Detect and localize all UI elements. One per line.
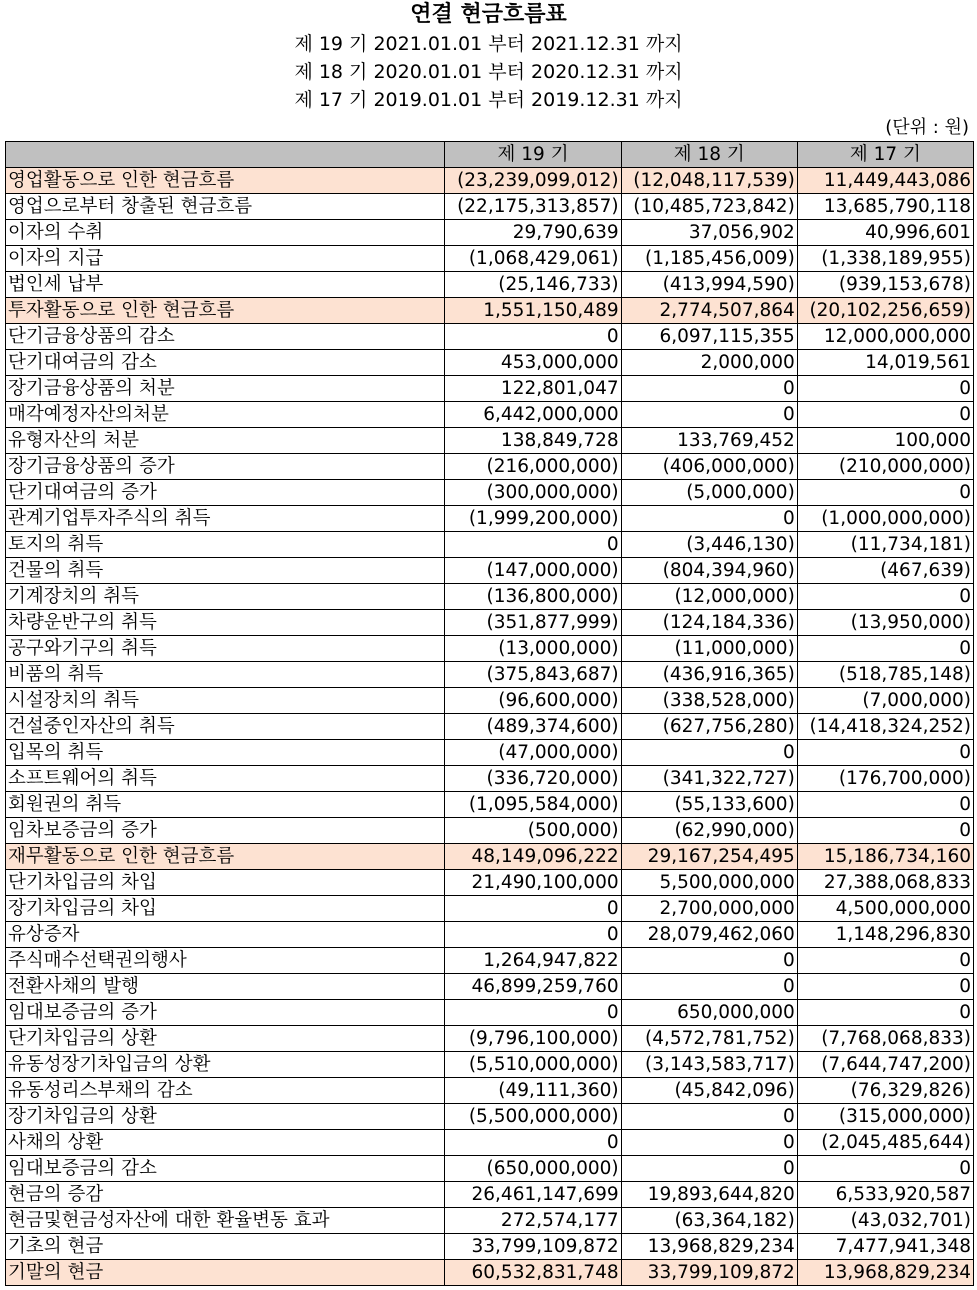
row-value: (76,329,826) — [797, 1078, 973, 1104]
row-value: (406,000,000) — [621, 454, 797, 480]
row-value: (518,785,148) — [797, 662, 973, 688]
table-row — [6, 558, 974, 584]
row-value: 27,388,068,833 — [797, 870, 973, 896]
row-value: 0 — [797, 948, 973, 974]
row-value: 13,968,829,234 — [621, 1234, 797, 1260]
row-value: (12,000,000) — [621, 584, 797, 610]
row-value: 6,533,920,587 — [797, 1182, 973, 1208]
table-row — [6, 272, 974, 298]
row-value: 0 — [797, 402, 973, 428]
row-value: 0 — [621, 376, 797, 402]
row-label: 사채의 상환 — [6, 1130, 445, 1156]
row-value: (9,796,100,000) — [445, 1026, 621, 1052]
row-value: 0 — [797, 740, 973, 766]
table-row — [6, 506, 974, 532]
row-value: 0 — [797, 974, 973, 1000]
row-label: 장기차입금의 상환 — [6, 1104, 445, 1130]
row-value: 33,799,109,872 — [621, 1260, 797, 1286]
row-value: 1,148,296,830 — [797, 922, 973, 948]
row-value: 29,167,254,495 — [621, 844, 797, 870]
table-row — [6, 896, 974, 922]
row-value: (5,510,000,000) — [445, 1052, 621, 1078]
row-value: (11,000,000) — [621, 636, 797, 662]
row-label: 토지의 취득 — [6, 532, 445, 558]
row-value: (351,877,999) — [445, 610, 621, 636]
row-value: (650,000,000) — [445, 1156, 621, 1182]
row-value: (20,102,256,659) — [797, 298, 973, 324]
table-row — [6, 662, 974, 688]
row-value: (176,700,000) — [797, 766, 973, 792]
table-row — [6, 688, 974, 714]
table-row — [6, 792, 974, 818]
row-value: 0 — [445, 1000, 621, 1026]
row-label: 유상증자 — [6, 922, 445, 948]
row-value: 0 — [445, 1130, 621, 1156]
row-label: 장기금융상품의 증가 — [6, 454, 445, 480]
cash-flow-table — [5, 141, 974, 1286]
row-value: 2,700,000,000 — [621, 896, 797, 922]
row-value: 0 — [445, 922, 621, 948]
period-line: 제 19 기 2021.01.01 부터 2021.12.31 까지 — [294, 33, 683, 55]
row-value: 133,769,452 — [621, 428, 797, 454]
row-label: 건설중인자산의 취득 — [6, 714, 445, 740]
statement-title: 연결 현금흐름표 — [410, 2, 567, 27]
row-value: 0 — [621, 1104, 797, 1130]
table-row — [6, 870, 974, 896]
row-value: 1,551,150,489 — [445, 298, 621, 324]
row-value: (55,133,600) — [621, 792, 797, 818]
row-label: 단기대여금의 증가 — [6, 480, 445, 506]
row-value: 15,186,734,160 — [797, 844, 973, 870]
row-label: 주식매수선택권의행사 — [6, 948, 445, 974]
row-value: 40,996,601 — [797, 220, 973, 246]
row-label: 관계기업투자주식의 취득 — [6, 506, 445, 532]
row-value: 28,079,462,060 — [621, 922, 797, 948]
table-row — [6, 610, 974, 636]
table-row — [6, 220, 974, 246]
row-value: 0 — [797, 818, 973, 844]
row-label: 임차보증금의 증가 — [6, 818, 445, 844]
row-label: 임대보증금의 증가 — [6, 1000, 445, 1026]
table-row — [6, 324, 974, 350]
row-label: 입목의 취득 — [6, 740, 445, 766]
row-value: 12,000,000,000 — [797, 324, 973, 350]
row-value: (136,800,000) — [445, 584, 621, 610]
row-value: (804,394,960) — [621, 558, 797, 584]
table-row — [6, 1052, 974, 1078]
row-value: 46,899,259,760 — [445, 974, 621, 1000]
row-label: 법인세 납부 — [6, 272, 445, 298]
row-label: 단기금융상품의 감소 — [6, 324, 445, 350]
row-label: 영업으로부터 창출된 현금흐름 — [6, 194, 445, 220]
table-header-row — [6, 142, 974, 168]
row-value: 19,893,644,820 — [621, 1182, 797, 1208]
table-row — [6, 766, 974, 792]
row-label: 장기금융상품의 처분 — [6, 376, 445, 402]
table-row — [6, 246, 974, 272]
table-row — [6, 584, 974, 610]
row-label: 현금의 증감 — [6, 1182, 445, 1208]
row-value: (315,000,000) — [797, 1104, 973, 1130]
row-value: 37,056,902 — [621, 220, 797, 246]
row-value: (13,950,000) — [797, 610, 973, 636]
row-value: (5,000,000) — [621, 480, 797, 506]
table-row — [6, 1130, 974, 1156]
section-row — [6, 844, 974, 870]
row-label: 기초의 현금 — [6, 1234, 445, 1260]
table-row — [6, 350, 974, 376]
row-value: 2,774,507,864 — [621, 298, 797, 324]
table-row — [6, 922, 974, 948]
row-label: 임대보증금의 감소 — [6, 1156, 445, 1182]
row-value: (216,000,000) — [445, 454, 621, 480]
row-value: (11,734,181) — [797, 532, 973, 558]
table-row — [6, 1208, 974, 1234]
row-value: 0 — [797, 636, 973, 662]
row-value: (7,000,000) — [797, 688, 973, 714]
row-label: 전환사채의 발행 — [6, 974, 445, 1000]
row-value: 21,490,100,000 — [445, 870, 621, 896]
row-value: (336,720,000) — [445, 766, 621, 792]
row-label: 시설장치의 취득 — [6, 688, 445, 714]
table-row — [6, 1156, 974, 1182]
row-value: 14,019,561 — [797, 350, 973, 376]
row-value: 0 — [621, 740, 797, 766]
row-value: (7,644,747,200) — [797, 1052, 973, 1078]
section-row — [6, 1260, 974, 1286]
row-value: (124,184,336) — [621, 610, 797, 636]
row-label: 유동성리스부채의 감소 — [6, 1078, 445, 1104]
row-value: 1,264,947,822 — [445, 948, 621, 974]
row-label: 공구와기구의 취득 — [6, 636, 445, 662]
row-value: (3,446,130) — [621, 532, 797, 558]
row-value: (413,994,590) — [621, 272, 797, 298]
row-value: 13,968,829,234 — [797, 1260, 973, 1286]
row-value: 48,149,096,222 — [445, 844, 621, 870]
row-value: 272,574,177 — [445, 1208, 621, 1234]
row-label: 유형자산의 처분 — [6, 428, 445, 454]
table-row — [6, 818, 974, 844]
row-label: 이자의 수취 — [6, 220, 445, 246]
row-value: 0 — [621, 506, 797, 532]
table-row — [6, 194, 974, 220]
table-row — [6, 428, 974, 454]
row-value: 0 — [621, 1130, 797, 1156]
table-body — [6, 168, 974, 1286]
row-label: 이자의 지급 — [6, 246, 445, 272]
row-value: (13,000,000) — [445, 636, 621, 662]
row-value: (7,768,068,833) — [797, 1026, 973, 1052]
row-value: 0 — [445, 532, 621, 558]
row-value: 0 — [621, 402, 797, 428]
table-row — [6, 740, 974, 766]
row-value: (47,000,000) — [445, 740, 621, 766]
row-value: (4,572,781,752) — [621, 1026, 797, 1052]
section-row — [6, 168, 974, 194]
row-value: 0 — [797, 480, 973, 506]
row-value: (467,639) — [797, 558, 973, 584]
row-value: (210,000,000) — [797, 454, 973, 480]
row-label: 매각예정자산의처분 — [6, 402, 445, 428]
table-row — [6, 1026, 974, 1052]
row-label: 투자활동으로 인한 현금흐름 — [6, 298, 445, 324]
row-value: 4,500,000,000 — [797, 896, 973, 922]
table-row — [6, 402, 974, 428]
row-value: (3,143,583,717) — [621, 1052, 797, 1078]
table-row — [6, 1104, 974, 1130]
row-value: (1,185,456,009) — [621, 246, 797, 272]
row-label: 건물의 취득 — [6, 558, 445, 584]
row-label: 단기차입금의 차입 — [6, 870, 445, 896]
row-value: 650,000,000 — [621, 1000, 797, 1026]
row-value: (147,000,000) — [445, 558, 621, 584]
row-value: (12,048,117,539) — [621, 168, 797, 194]
row-label: 소프트웨어의 취득 — [6, 766, 445, 792]
row-value: 0 — [797, 1156, 973, 1182]
row-value: (14,418,324,252) — [797, 714, 973, 740]
row-value: (23,239,099,012) — [445, 168, 621, 194]
row-value: (338,528,000) — [621, 688, 797, 714]
row-value: (300,000,000) — [445, 480, 621, 506]
column-header: 제 17 기 — [797, 142, 973, 168]
row-value: (63,364,182) — [621, 1208, 797, 1234]
unit-label: (단위 : 원) — [885, 117, 969, 138]
row-value: 6,442,000,000 — [445, 402, 621, 428]
row-label: 회원권의 취득 — [6, 792, 445, 818]
table-row — [6, 480, 974, 506]
table-row — [6, 974, 974, 1000]
row-value: 453,000,000 — [445, 350, 621, 376]
row-value: 7,477,941,348 — [797, 1234, 973, 1260]
row-value: 6,097,115,355 — [621, 324, 797, 350]
table-row — [6, 532, 974, 558]
row-label: 비품의 취득 — [6, 662, 445, 688]
row-value: 122,801,047 — [445, 376, 621, 402]
row-value: 13,685,790,118 — [797, 194, 973, 220]
section-row — [6, 298, 974, 324]
row-label: 단기차입금의 상환 — [6, 1026, 445, 1052]
row-value: 11,449,443,086 — [797, 168, 973, 194]
row-value: (1,000,000,000) — [797, 506, 973, 532]
row-value: 26,461,147,699 — [445, 1182, 621, 1208]
period-line: 제 18 기 2020.01.01 부터 2020.12.31 까지 — [294, 61, 683, 83]
table-row — [6, 1182, 974, 1208]
row-value: (341,322,727) — [621, 766, 797, 792]
table-row — [6, 636, 974, 662]
row-value: 33,799,109,872 — [445, 1234, 621, 1260]
column-header: 제 19 기 — [445, 142, 621, 168]
header-blank-cell — [6, 142, 445, 168]
row-label: 영업활동으로 인한 현금흐름 — [6, 168, 445, 194]
row-label: 기말의 현금 — [6, 1260, 445, 1286]
row-value: (627,756,280) — [621, 714, 797, 740]
table-row — [6, 1078, 974, 1104]
row-value: (43,032,701) — [797, 1208, 973, 1234]
row-label: 현금및현금성자산에 대한 환율변동 효과 — [6, 1208, 445, 1234]
row-value: (22,175,313,857) — [445, 194, 621, 220]
row-value: 0 — [621, 974, 797, 1000]
row-value: (49,111,360) — [445, 1078, 621, 1104]
row-value: (2,045,485,644) — [797, 1130, 973, 1156]
row-value: (1,338,189,955) — [797, 246, 973, 272]
row-value: 5,500,000,000 — [621, 870, 797, 896]
column-header: 제 18 기 — [621, 142, 797, 168]
row-value: (96,600,000) — [445, 688, 621, 714]
row-value: (939,153,678) — [797, 272, 973, 298]
table-row — [6, 454, 974, 480]
row-value: (5,500,000,000) — [445, 1104, 621, 1130]
row-value: 0 — [621, 948, 797, 974]
row-value: 0 — [797, 792, 973, 818]
row-value: (62,990,000) — [621, 818, 797, 844]
row-value: 0 — [797, 1000, 973, 1026]
row-value: (25,146,733) — [445, 272, 621, 298]
row-value: 29,790,639 — [445, 220, 621, 246]
row-value: (1,095,584,000) — [445, 792, 621, 818]
row-value: (45,842,096) — [621, 1078, 797, 1104]
row-value: (1,068,429,061) — [445, 246, 621, 272]
row-value: 138,849,728 — [445, 428, 621, 454]
table-row — [6, 1000, 974, 1026]
table-row — [6, 1234, 974, 1260]
row-value: 60,532,831,748 — [445, 1260, 621, 1286]
table-row — [6, 714, 974, 740]
row-value: 0 — [797, 584, 973, 610]
row-value: 0 — [621, 1156, 797, 1182]
row-value: (375,843,687) — [445, 662, 621, 688]
row-value: (1,999,200,000) — [445, 506, 621, 532]
row-value: 2,000,000 — [621, 350, 797, 376]
row-label: 재무활동으로 인한 현금흐름 — [6, 844, 445, 870]
row-value: 0 — [797, 376, 973, 402]
row-value: 0 — [445, 324, 621, 350]
row-value: (489,374,600) — [445, 714, 621, 740]
row-label: 장기차입금의 차입 — [6, 896, 445, 922]
table-row — [6, 948, 974, 974]
row-label: 차량운반구의 취득 — [6, 610, 445, 636]
row-value: 100,000 — [797, 428, 973, 454]
row-value: (436,916,365) — [621, 662, 797, 688]
period-line: 제 17 기 2019.01.01 부터 2019.12.31 까지 — [294, 89, 683, 111]
row-value: (500,000) — [445, 818, 621, 844]
row-value: (10,485,723,842) — [621, 194, 797, 220]
row-label: 기계장치의 취득 — [6, 584, 445, 610]
table-row — [6, 376, 974, 402]
row-label: 유동성장기차입금의 상환 — [6, 1052, 445, 1078]
row-label: 단기대여금의 감소 — [6, 350, 445, 376]
row-value: 0 — [445, 896, 621, 922]
